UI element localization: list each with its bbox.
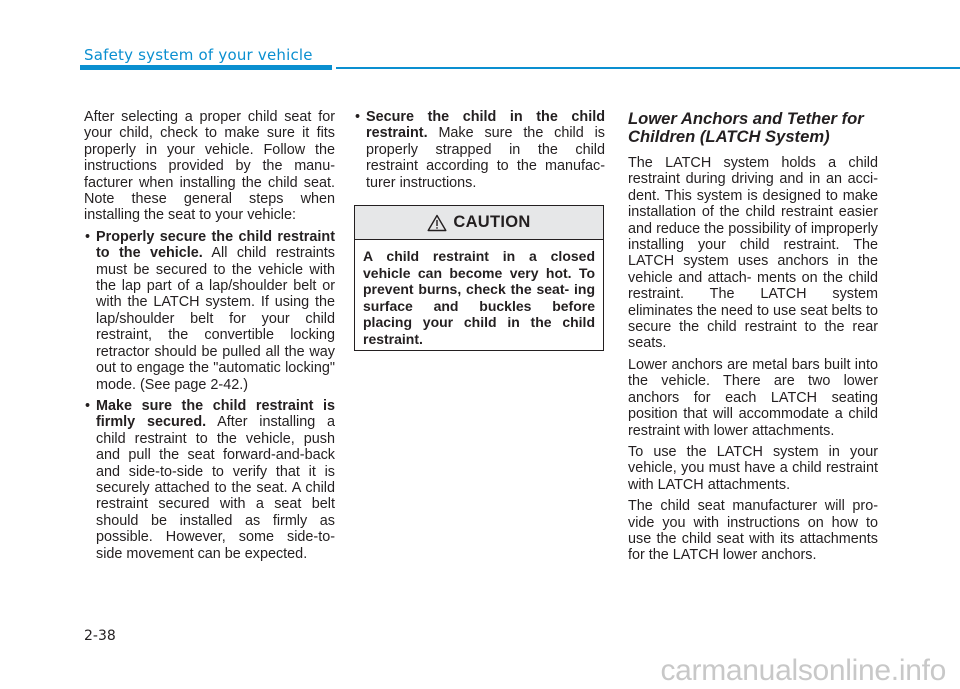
- latch-paragraph: The LATCH system holds a child restraint during driving and in an acci- dent. This system is designed to make installation of the child restraint easier and reduce the possibility of improperly installing your child restraint. The LATCH system uses anchors in the vehicle and attach- ments on the child restraint. The LATCH system eliminates the need to use seat belts to secure the child restraint to the rear seats.: [628, 155, 878, 352]
- column-1: [84, 109, 335, 567]
- watermark: carmanualsonline.info: [660, 654, 946, 687]
- bullet-lead: Properly secure the child restraint to the vehicle.: [96, 228, 335, 262]
- latch-paragraph: Lower anchors are metal bars built into the vehicle. There are two lower anchors for each LATCH seating position that will accommodate a child restraint with lower attachments.: [628, 356, 878, 439]
- latch-paragraph: The child seat manufacturer will pro- vide you with instructions on how to use the child seat with its attachments for the LATCH lower anchors.: [628, 498, 878, 564]
- caution-header: [355, 206, 603, 240]
- bullet-icon: •: [85, 228, 91, 245]
- latch-heading: Lower Anchors and Tether for Children (LATCH System): [628, 109, 864, 146]
- bullet-lead: Make sure the child restraint is firmly secured.: [96, 397, 335, 431]
- bullet-icon: •: [85, 397, 91, 414]
- intro-paragraph: After selecting a proper child seat for your child, check to make sure it fits properly in your vehicle. Follow the instructions provided by the manu- facturer when installing the child seat. Note these general steps when installing the seat to your vehicle:: [84, 109, 335, 224]
- bullet-icon: •: [355, 109, 361, 125]
- caution-box: [354, 205, 604, 351]
- column-2: [354, 109, 605, 196]
- bullet-lead: Secure the child in the child restraint.: [366, 109, 605, 142]
- page-number: 2-38: [84, 628, 116, 644]
- section-title: Safety system of your vehicle: [84, 46, 313, 64]
- column-3: [628, 110, 878, 569]
- warning-triangle-icon: [427, 214, 447, 232]
- caution-title: CAUTION: [453, 213, 531, 231]
- header-rule-accent: [80, 65, 332, 70]
- bullet-text: All child restraints must be secured to the vehicle with the lap part of a lap/shoulder belt or with the LATCH system. If using the lap/shoulder belt for your child restraint, the convertible locking retractor should be pulled all the way out to engage the "automatic locking" mode. (See page 2-42.): [96, 245, 336, 393]
- list-item: [84, 398, 335, 562]
- bullet-text: Make sure the child is properly strapped in the child restraint according to the manufac- turer instructions.: [366, 125, 605, 191]
- caution-text: A child restraint in a closed vehicle can become very hot. To prevent burns, check the seat- ing surface and buckles before placing your child in the child restraint.: [363, 248, 595, 347]
- header-rule: [336, 67, 960, 69]
- list-item: [84, 229, 335, 393]
- latch-paragraph: To use the LATCH system in your vehicle, you must have a child restraint with LATCH attachments.: [628, 443, 878, 493]
- list-item: [354, 109, 605, 191]
- bullet-text: After installing a child restraint to the vehicle, push and pull the seat forward-and-back and side-to-side to verify that it is securely attached to the seat. A child restraint secured with a seat belt should be installed as firmly as possible. However, some side-to- side movement can be expected.: [96, 414, 335, 562]
